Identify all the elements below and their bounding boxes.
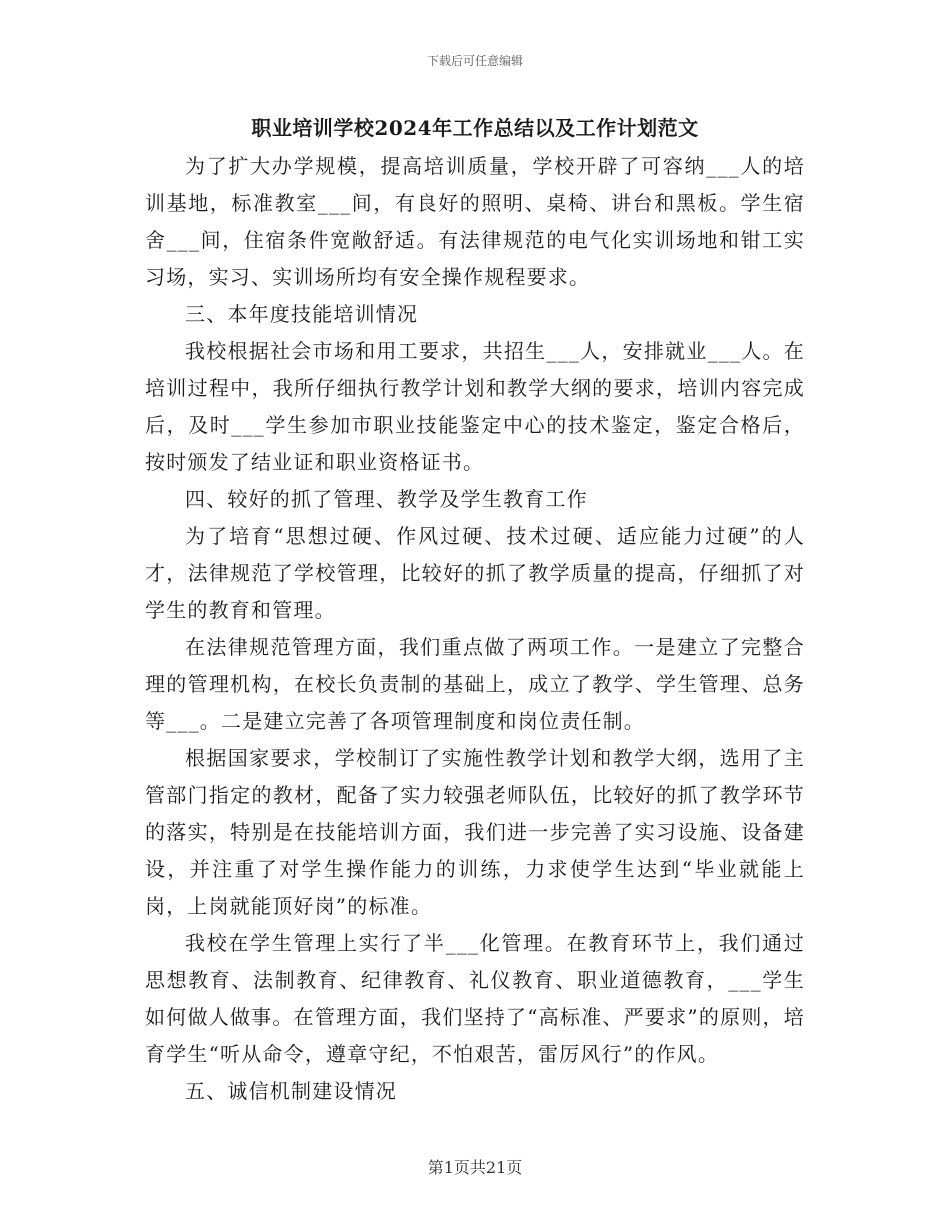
section-heading: 五、诚信机制建设情况: [185, 1079, 397, 1103]
section-heading: 三、本年度技能培训情况: [185, 302, 419, 326]
paragraph: 我校根据社会市场和用工要求，共招生___人，安排就业___人。在培训过程中，我所仔细执行教学计划和教学大纲的要求，培训内容完成后，及时___学生参加市职业技能鉴定中心的技术鉴定，鉴定合格后，按时颁发了结业证和职业资格证书。: [145, 339, 805, 474]
document-body: [145, 148, 805, 1110]
paragraph: 为了培育“思想过硬、作风过硬、技术过硬、适应能力过硬”的人才，法律规范了学校管理，比较好的抓了教学质量的提高，仔细抓了对学生的教育和管理。: [145, 524, 805, 622]
section-heading: 四、较好的抓了管理、教学及学生教育工作: [185, 487, 588, 511]
paragraph: 根据国家要求，学校制订了实施性教学计划和教学大纲，选用了主管部门指定的教材，配备了实力较强老师队伍，比较好的抓了教学环节的落实，特别是在技能培训方面，我们进一步完善了实习设施、设备建设，并注重了对学生操作能力的训练，力求使学生达到“毕业就能上岗，上岗就能顶好岗”的标准。: [145, 746, 805, 918]
paragraph: 我校在学生管理上实行了半___化管理。在教育环节上，我们通过思想教育、法制教育、纪律教育、礼仪教育、职业道德教育，___学生如何做人做事。在管理方面，我们坚持了“高标准、严要求”的原则，培育学生“听从命令，遵章守纪，不怕艰苦，雷厉风行”的作风。: [145, 931, 805, 1066]
document-title: 职业培训学校2024年工作总结以及工作计划范文: [251, 116, 699, 140]
paragraph: 为了扩大办学规模，提高培训质量，学校开辟了可容纳___人的培训基地，标准教室___间，有良好的照明、桌椅、讲台和黑板。学生宿舍___间，住宿条件宽敞舒适。有法律规范的电气化实训场地和钳工实习场，实习、实训场所均有安全操作规程要求。: [145, 154, 805, 289]
header-note: 下载后可任意编辑: [426, 54, 523, 68]
paragraph: 在法律规范管理方面，我们重点做了两项工作。一是建立了完整合理的管理机构，在校长负责制的基础上，成立了教学、学生管理、总务等___。二是建立完善了各项管理制度和岗位责任制。: [145, 635, 805, 733]
page-number: 第1页共21页: [427, 1158, 523, 1177]
